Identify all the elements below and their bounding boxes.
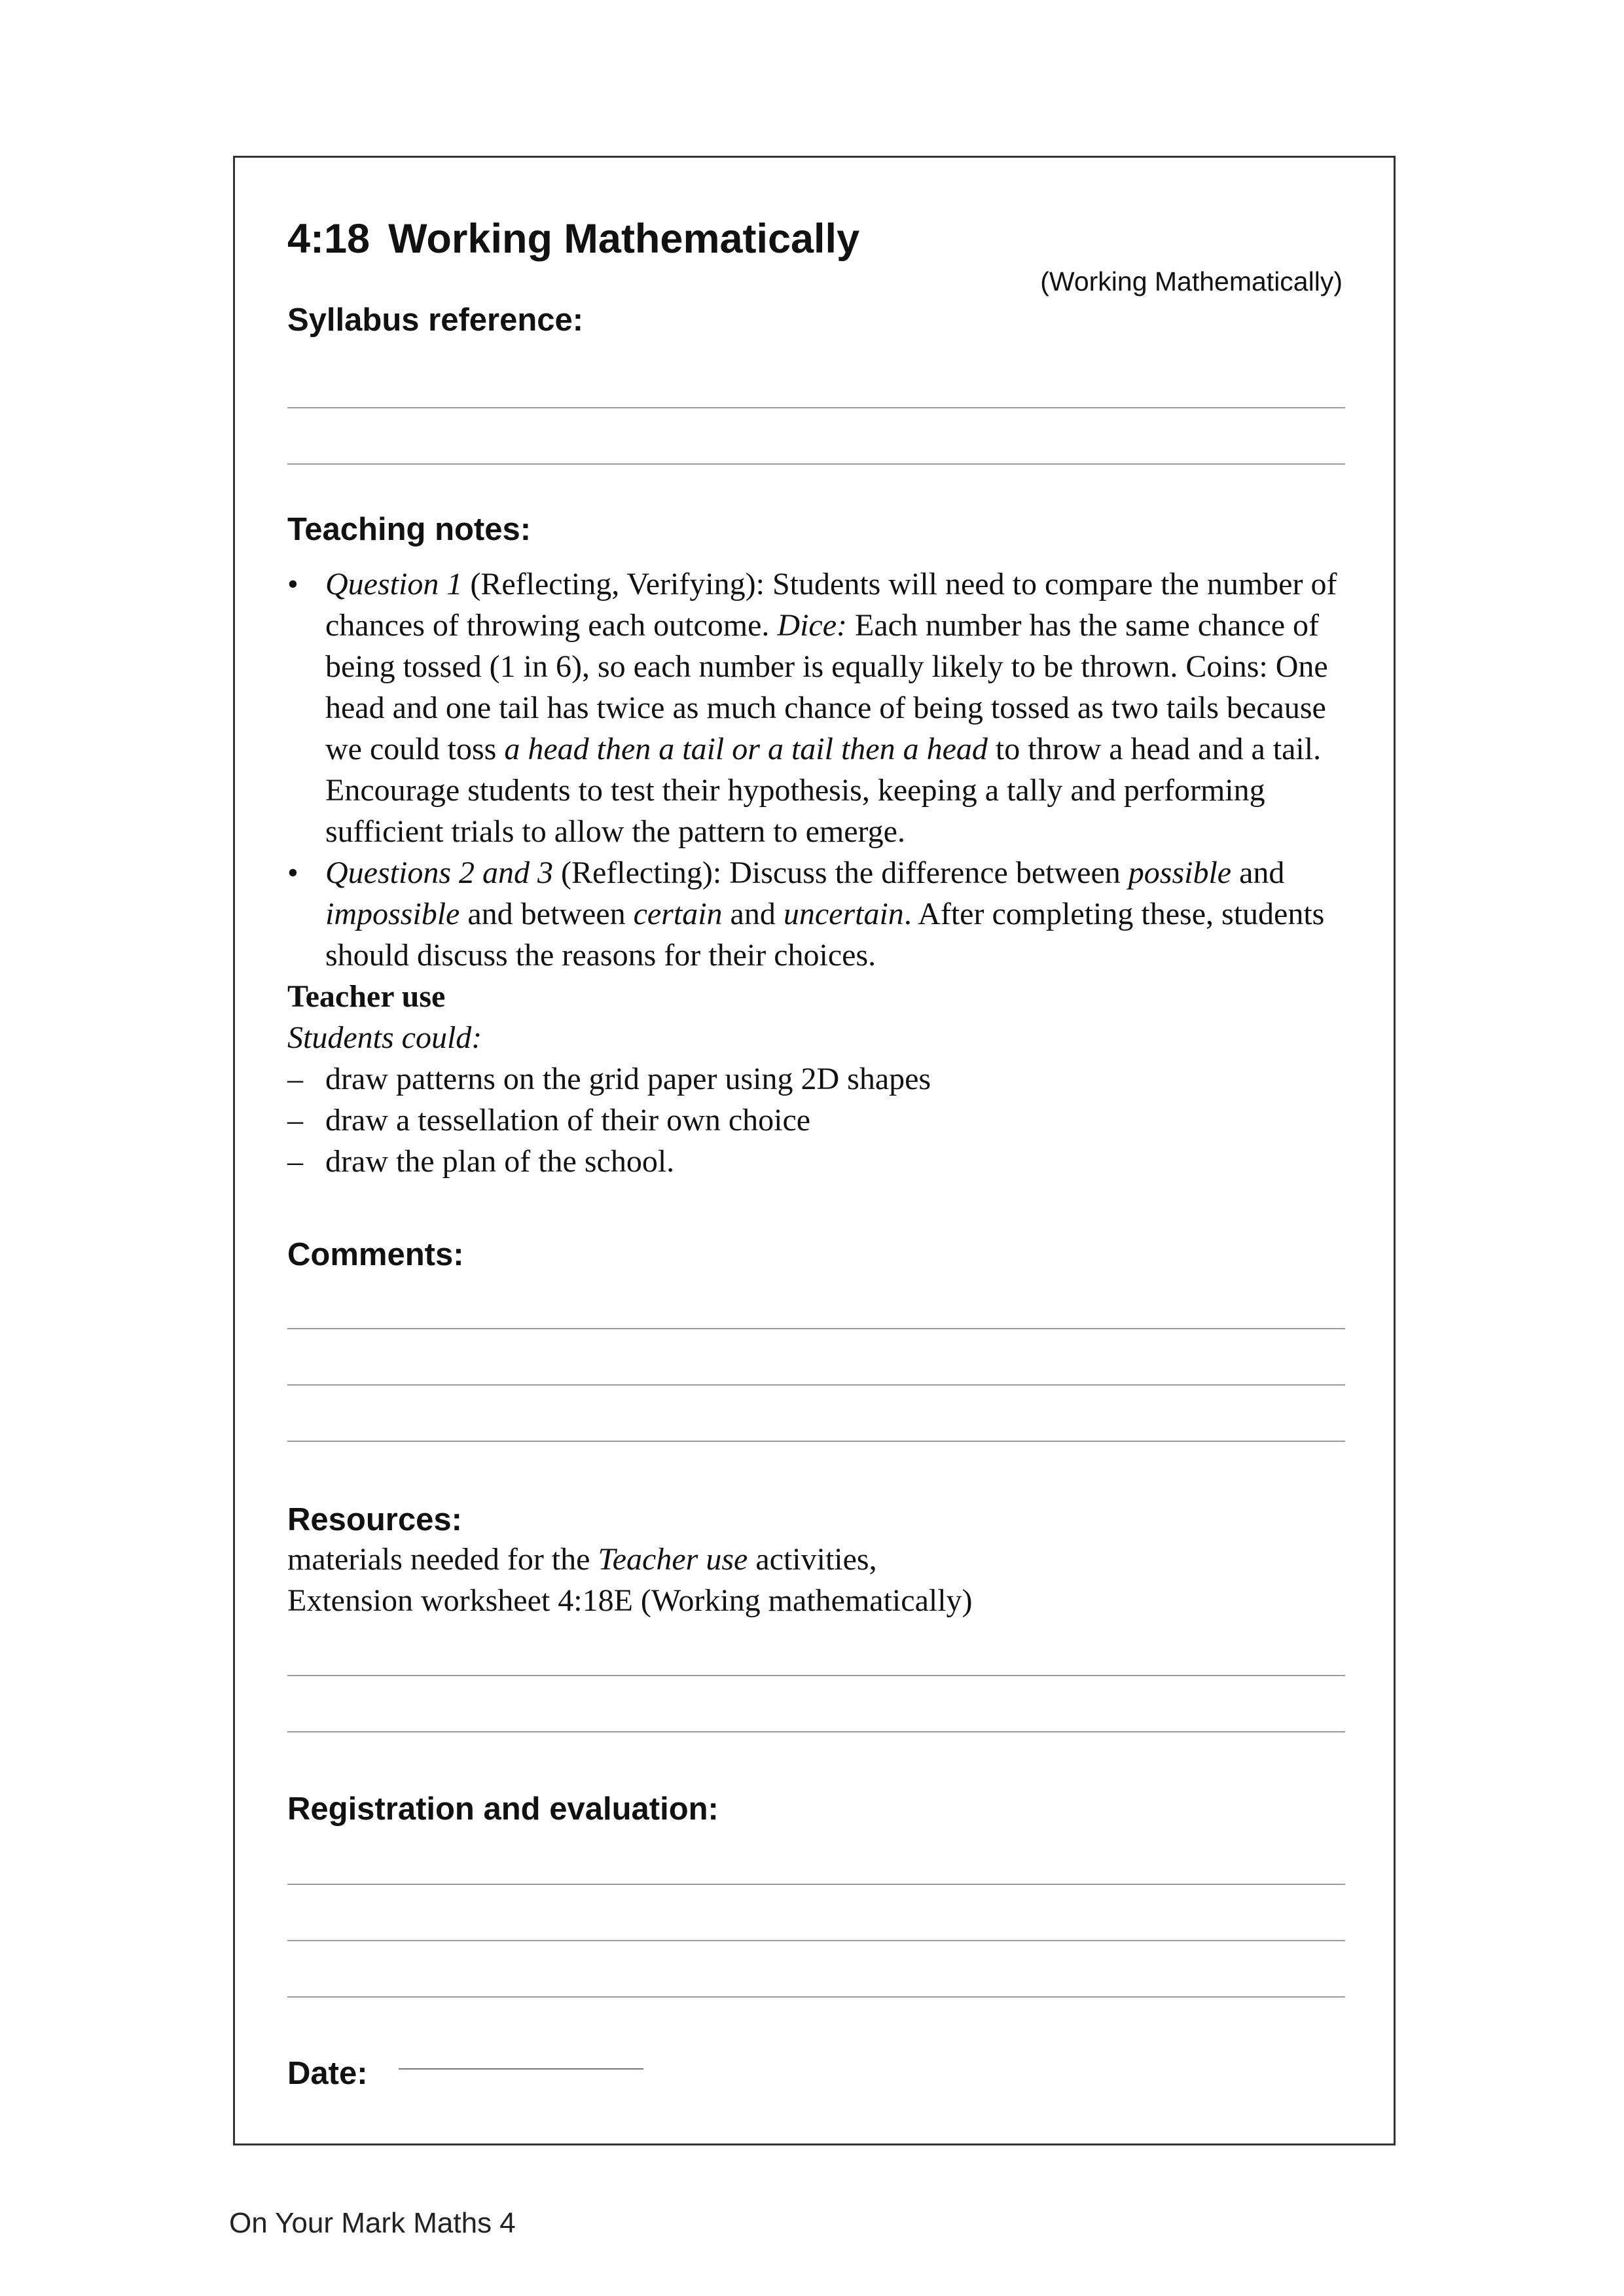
note-text: (Reflecting, Verifying): Students will need to compare the number of chances of throwing each outcome. xyxy=(325,567,1337,643)
resources-line-2: Extension worksheet 4:18E (Working mathematically) xyxy=(287,1583,973,1618)
teaching-notes-heading: Teaching notes: xyxy=(287,512,532,547)
bullet-marker: • xyxy=(287,855,298,890)
note-emphasis: uncertain xyxy=(783,897,904,931)
teacher-use-heading: Teacher use xyxy=(287,979,446,1014)
comments-heading: Comments: xyxy=(287,1237,464,1272)
comments-line-3 xyxy=(287,1441,1345,1442)
resources-emphasis: Teacher use xyxy=(598,1542,748,1577)
note-text: and between xyxy=(460,897,634,931)
syllabus-line-2 xyxy=(287,463,1345,465)
date-line xyxy=(399,2068,643,2070)
registration-line-3 xyxy=(287,1996,1345,1998)
note-emphasis: a head then a tail or a tail then a head xyxy=(504,732,988,766)
note-emphasis: possible xyxy=(1128,855,1232,890)
list-item xyxy=(287,1141,1354,1182)
registration-line-1 xyxy=(287,1884,1345,1885)
question-ref: Questions 2 and 3 xyxy=(325,855,553,890)
resources-heading: Resources: xyxy=(287,1502,462,1537)
bullet-marker: • xyxy=(287,567,298,601)
date-label: Date: xyxy=(287,2056,368,2091)
resources-line-b xyxy=(287,1731,1345,1732)
note-emphasis: impossible xyxy=(325,897,460,931)
registration-line-2 xyxy=(287,1940,1345,1941)
page-title xyxy=(287,215,859,262)
note-text: . After completing these, students should discuss the reasons for their choices. xyxy=(325,897,1325,973)
resources-text-part: activities, xyxy=(748,1542,877,1577)
resources-text-part: materials needed for the xyxy=(287,1542,598,1577)
activity-text: draw a tessellation of their own choice xyxy=(325,1103,811,1138)
list-item xyxy=(287,564,1354,852)
activity-text: draw the plan of the school. xyxy=(325,1144,675,1179)
note-text: and xyxy=(1231,855,1285,890)
activity-text: draw patterns on the grid paper using 2D shapes xyxy=(325,1062,931,1096)
syllabus-line-1 xyxy=(287,407,1345,408)
dash-marker: – xyxy=(287,1103,303,1138)
note-emphasis: certain xyxy=(633,897,723,931)
resources-line-a xyxy=(287,1675,1345,1676)
section-title: Working Mathematically xyxy=(388,216,860,262)
comments-line-1 xyxy=(287,1328,1345,1329)
registration-heading: Registration and evaluation: xyxy=(287,1791,719,1827)
question-ref: Question 1 xyxy=(325,567,463,601)
note-emphasis: Dice: xyxy=(777,608,847,643)
note-text: Each number has the same chance of being tossed (1 in 6), so each number is equally likely to be thrown. Coins: One head and one tail has twice as much chance of being tossed as two tails because we could toss xyxy=(325,608,1328,766)
resources-text xyxy=(287,1539,1354,1621)
dash-marker: – xyxy=(287,1144,303,1179)
teaching-notes-list xyxy=(287,564,1354,976)
strand-label: (Working Mathematically) xyxy=(1040,266,1343,296)
list-item xyxy=(287,852,1354,976)
resources-line-1 xyxy=(287,1539,1354,1580)
footer-text: On Your Mark Maths 4 xyxy=(229,2207,516,2239)
comments-line-2 xyxy=(287,1384,1345,1386)
syllabus-heading: Syllabus reference: xyxy=(287,302,584,338)
note-text: to throw a head and a tail. Encourage students to test their hypothesis, keeping a tally and performing sufficient trials to allow the pattern to emerge. xyxy=(325,732,1322,849)
list-item xyxy=(287,1058,1354,1100)
teacher-use-section xyxy=(287,976,1354,1182)
list-item xyxy=(287,1100,1354,1141)
teacher-use-intro: Students could: xyxy=(287,1020,482,1055)
dash-marker: – xyxy=(287,1062,303,1096)
note-text: (Reflecting): Discuss the difference between xyxy=(553,855,1128,890)
note-text: and xyxy=(722,897,784,931)
worksheet-frame xyxy=(233,156,1396,2145)
section-number: 4:18 xyxy=(287,216,370,262)
